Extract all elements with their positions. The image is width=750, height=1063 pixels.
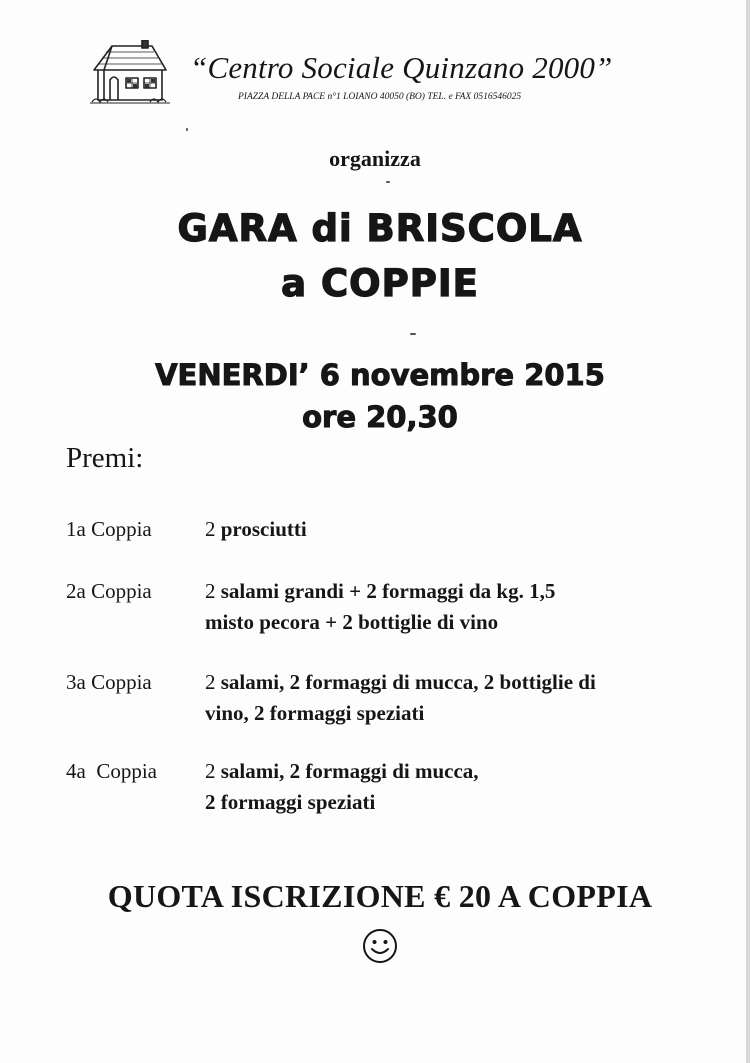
prize-line: 2 salami, 2 formaggi di mucca,: [205, 759, 479, 783]
scan-speck: [186, 128, 188, 131]
smiley-face-icon: [362, 928, 398, 964]
event-title-line-2: a COPPIE: [281, 262, 479, 305]
prize-description: [205, 667, 725, 729]
prize-line: 2 formaggi speziati: [205, 790, 376, 814]
prize-description: [205, 576, 725, 638]
intro-text: organizza: [329, 146, 421, 171]
event-title-line-1: GARA di BRISCOLA: [177, 207, 583, 250]
prize-rank: 4a Coppia: [66, 759, 157, 783]
prize-line: 2 prosciutti: [205, 517, 307, 541]
event-time: ore 20,30: [302, 400, 458, 434]
prize-rank: 3a Coppia: [66, 670, 152, 694]
event-date: VENERDI’ 6 novembre 2015: [155, 358, 605, 392]
prizes-heading: Premi:: [66, 442, 144, 474]
prize-description: [205, 514, 725, 545]
organization-name: “Centro Sociale Quinzano 2000”: [190, 50, 613, 85]
header: [90, 38, 690, 108]
prize-description: [205, 756, 725, 818]
prize-line: vino, 2 formaggi speziati: [205, 701, 425, 725]
prize-rank: 2a Coppia: [66, 579, 152, 603]
prize-line: misto pecora + 2 bottiglie di vino: [205, 610, 499, 634]
house-logo-icon: [90, 40, 170, 106]
prize-rank: 1a Coppia: [66, 517, 152, 541]
registration-fee: QUOTA ISCRIZIONE € 20 A COPPIA: [107, 878, 653, 914]
scan-speck: [410, 333, 416, 335]
prize-line: 2 salami, 2 formaggi di mucca, 2 bottiglie di: [205, 670, 596, 694]
organization-address: PIAZZA DELLA PACE n°1 LOIANO 40050 (BO) TEL. e FAX 0516546025: [238, 92, 522, 102]
scan-speck: [386, 181, 390, 183]
prize-line: 2 salami grandi + 2 formaggi da kg. 1,5: [205, 579, 556, 603]
